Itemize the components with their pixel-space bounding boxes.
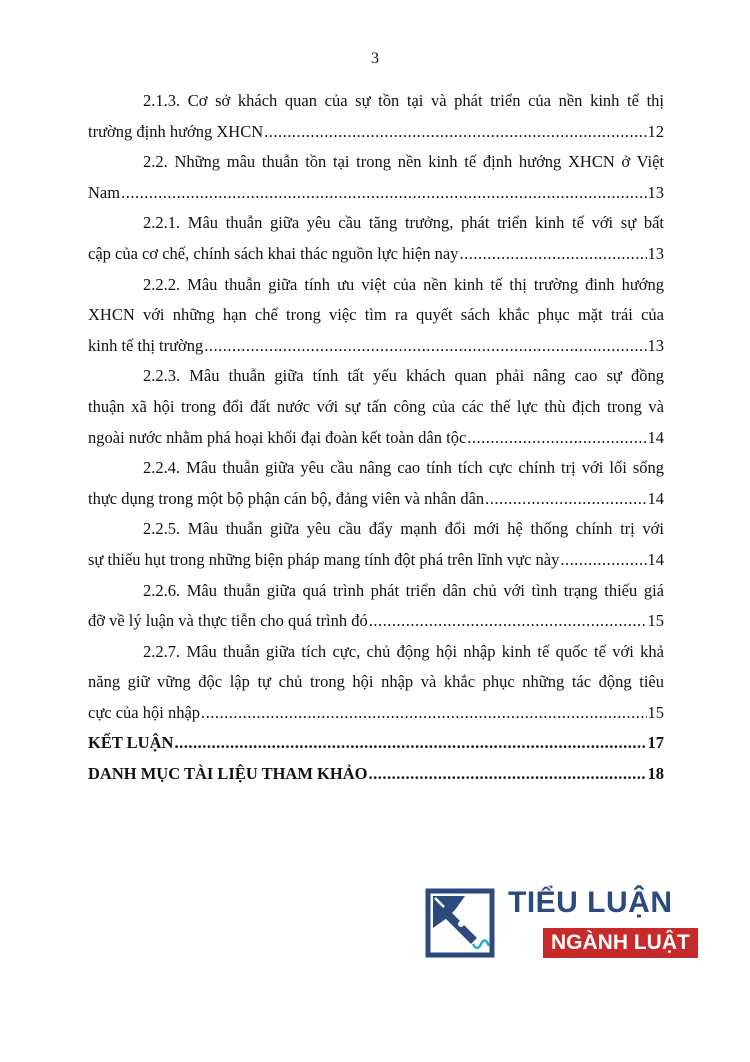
toc-entry-line: năng giữ vững độc lập tự chủ trong hội nhập và khắc phục những tác động tiêu xyxy=(88,672,664,692)
toc-entry[interactable] xyxy=(88,147,664,208)
dot-leader xyxy=(368,759,646,790)
logo xyxy=(425,886,690,966)
toc-entry-title: Nam xyxy=(88,182,121,202)
toc-page-number: 15 xyxy=(647,702,664,722)
toc-entry-title: KẾT LUẬN xyxy=(88,733,174,753)
toc-entry-line: 2.1.3. Cơ sở khách quan của sự tồn tại và phát triển của nền kinh tế thị xyxy=(143,91,664,110)
logo-title: TIỂU LUẬN xyxy=(508,886,673,919)
dot-leader xyxy=(121,178,646,209)
toc-entry-title: cập của cơ chế, chính sách khai thác nguồn lực hiện nay xyxy=(88,243,459,263)
toc-entry[interactable] xyxy=(88,514,664,575)
toc-entry[interactable] xyxy=(88,453,664,514)
toc-entry-line: thuận xã hội trong đổi đất nước với sự tấn công của các thế lực thù địch trong và xyxy=(88,396,664,416)
toc-entry[interactable] xyxy=(88,270,664,362)
toc-entry-title: DANH MỤC TÀI LIỆU THAM KHẢO xyxy=(88,764,368,784)
toc-entry-line: 2.2.5. Mâu thuẫn giữa yêu cầu đẩy mạnh đổi mới hệ thống chính trị với xyxy=(143,519,664,539)
toc-page-number: 17 xyxy=(647,733,664,753)
dot-leader xyxy=(485,484,646,515)
toc-entry-title: ngoài nước nhằm phá hoại khối đại đoàn kết toàn dân tộc xyxy=(88,427,467,447)
toc-page-number: 14 xyxy=(647,488,664,508)
toc-entry-line: XHCN với những hạn chế trong việc tìm ra quyết sách khắc phục mặt trái của xyxy=(88,305,664,325)
dot-leader xyxy=(201,698,646,729)
toc-entry-line: 2.2.1. Mâu thuẫn giữa yêu cầu tăng trưởng, phát triển kinh tế với sự bất xyxy=(143,213,664,233)
toc-entry-line: 2.2.3. Mâu thuẫn giữa tính tất yếu khách quan phải nâng cao sự đồng xyxy=(143,366,664,386)
logo-subtitle: NGÀNH LUẬT xyxy=(543,928,698,958)
toc-entry[interactable] xyxy=(88,576,664,637)
toc-entry-title: sự thiếu hụt trong những biện pháp mang tính đột phá trên lĩnh vực này xyxy=(88,549,560,569)
toc-page-number: 14 xyxy=(647,549,664,569)
dot-leader xyxy=(459,239,646,270)
pen-nib-icon xyxy=(425,888,495,958)
toc-entry[interactable] xyxy=(88,728,664,759)
dot-leader xyxy=(560,545,646,576)
dot-leader xyxy=(264,117,646,148)
toc-page-number: 13 xyxy=(647,335,664,355)
toc-entry-line: 2.2.4. Mâu thuẫn giữa yêu cầu nâng cao tính tích cực chính trị với lối sống xyxy=(143,458,664,478)
toc-entry-title: kinh tế thị trường xyxy=(88,335,204,355)
toc-entry-line: 2.2. Những mâu thuẫn tồn tại trong nền kinh tế định hướng XHCN ở Việt xyxy=(143,152,664,172)
table-of-contents xyxy=(88,86,664,790)
toc-page-number: 14 xyxy=(647,427,664,447)
toc-entry-title: thực dụng trong một bộ phận cán bộ, đảng viên và nhân dân xyxy=(88,488,485,508)
dot-leader xyxy=(204,331,646,362)
toc-entry-title: cực của hội nhập xyxy=(88,702,201,722)
dot-leader xyxy=(369,606,647,637)
dot-leader xyxy=(174,728,646,759)
toc-entry[interactable] xyxy=(88,361,664,453)
toc-entry[interactable] xyxy=(88,637,664,729)
toc-entry[interactable] xyxy=(88,759,664,790)
toc-entry-line: 2.2.6. Mâu thuẫn giữa quá trình phát triển dân chủ với tình trạng thiếu giá xyxy=(143,580,664,600)
toc-page-number: 13 xyxy=(647,182,664,202)
toc-page-number: 13 xyxy=(647,243,664,263)
toc-entry[interactable] xyxy=(88,86,664,147)
toc-entry-title: đỡ về lý luận và thực tiễn cho quá trình đó xyxy=(88,611,368,631)
toc-page-number: 18 xyxy=(647,764,664,784)
dot-leader xyxy=(467,423,646,454)
page-number: 3 xyxy=(371,50,379,67)
toc-entry-line: 2.2.7. Mâu thuẫn giữa tích cực, chủ động hội nhập kinh tế quốc tế với khả xyxy=(143,641,664,661)
toc-entry-title: trường định hướng XHCN xyxy=(88,121,264,141)
toc-entry[interactable] xyxy=(88,208,664,269)
toc-page-number: 15 xyxy=(647,611,664,631)
toc-entry-line: 2.2.2. Mâu thuẫn giữa tính ưu việt của nền kinh tế thị trường đinh hướng xyxy=(143,274,664,294)
toc-page-number: 12 xyxy=(647,121,664,141)
